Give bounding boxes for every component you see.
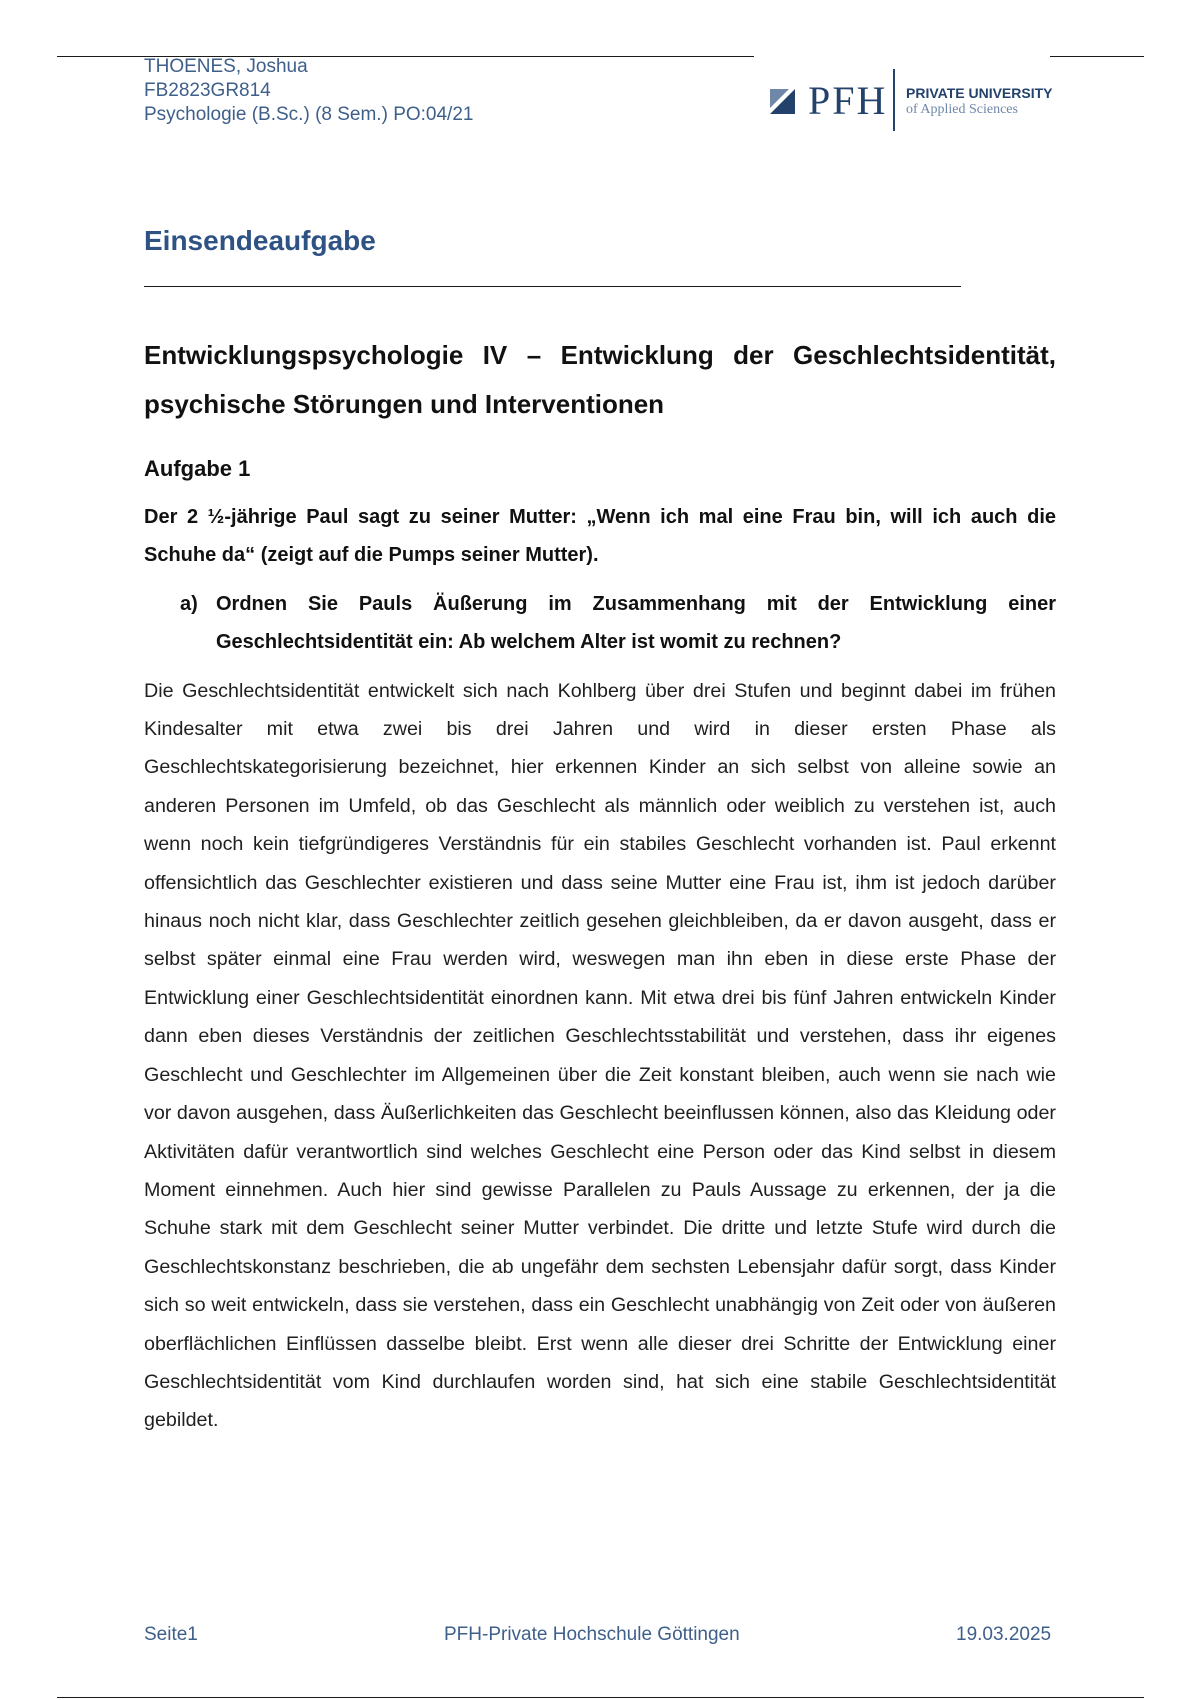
document-title: Entwicklungspsychologie IV – Entwicklung der Geschlechtsidentität, psychische Störungen und Interventionen: [144, 340, 1056, 419]
logo-tagline-secondary: of Applied Sciences: [906, 102, 1018, 117]
subtask-marker: a): [180, 592, 198, 615]
footer-institution: PFH-Private Hochschule Göttingen: [444, 1624, 740, 1645]
logo-wordmark: PFH: [808, 78, 888, 123]
student-id: FB2823GR814: [144, 80, 271, 101]
university-logo: [770, 67, 1053, 133]
subtask-question-text: Ordnen Sie Pauls Äußerung im Zusammenhang mit der Entwicklung einer Geschlechtsidentität ein: Ab welchem Alter ist womit zu rechnen?: [216, 592, 1056, 654]
student-name: THOENES, Joshua: [144, 56, 308, 77]
header-rule-right: [1050, 56, 1144, 57]
logo-tagline-primary: PRIVATE UNIVERSITY: [906, 85, 1053, 101]
task-heading: Aufgabe 1: [144, 456, 251, 481]
logo-mark-icon: [770, 89, 795, 114]
document-type-rule: [144, 286, 961, 287]
study-program: Psychologie (B.Sc.) (8 Sem.) PO:04/21: [144, 104, 474, 125]
subtask-question: [180, 585, 1056, 662]
footer-rule: [57, 1697, 1144, 1698]
footer-date: 19.03.2025: [956, 1624, 1052, 1645]
page-content: [144, 331, 1056, 1440]
footer-page-number: Seite1: [144, 1624, 198, 1645]
answer-paragraph: Die Geschlechtsidentität entwickelt sich nach Kohlberg über drei Stufen und beginnt dabei im frühen Kindesalter mit etwa zwei bis drei Jahren und wird in dieser ersten Phase als Geschlechtskategorisierung bezeichnet, hier erkennen Kinder an sich selbst von alleine sowie an anderen Personen im Umfeld, ob das Geschlecht als männlich oder weiblich zu verstehen ist, auch wenn noch kein tiefgründigeres Verständnis für ein stabiles Geschlecht vorhanden ist. Paul erkennt offensichtlich das Geschlechter existieren und dass seine Mutter eine Frau ist, ihm ist jedoch darüber hinaus noch nicht klar, dass Geschlechter zeitlich gesehen gleichbleiben, da er davon ausgeht, dass er selbst später einmal eine Frau werden wird, weswegen man ihn eben in diese erste Phase der Entwicklung einer Geschlechtsidentität einordnen kann. Mit etwa drei bis fünf Jahren entwickeln Kinder dann eben dieses Verständnis der zeitlichen Geschlechtsstabilität und verstehen, dass ihr eigenes Geschlecht und Geschlechter im Allgemeinen über die Zeit konstant bleiben, auch wenn sie nach wie vor davon ausgehen, dass Äußerlichkeiten das Geschlecht beeinflussen können, also das Kleidung oder Aktivitäten dafür verantwortlich sind welches Geschlecht eine Person oder das Kind selbst in diesem Moment einnehmen. Auch hier sind gewisse Parallelen zu Pauls Aussage zu erkennen, der ja die Schuhe stark mit dem Geschlecht seiner Mutter verbindet. Die dritte und letzte Stufe wird durch die Geschlechtskonstanz beschrieben, die ab ungefähr dem sechsten Lebensjahr dafür sorgt, dass Kinder sich so weit entwickeln, dass sie verstehen, dass ein Geschlecht unabhängig von Zeit oder von äußeren oberflächlichen Einflüssen dasselbe bleibt. Erst wenn alle dieser drei Schritte der Entwicklung einer Geschlechtsidentität vom Kind durchlaufen worden sind, hat sich eine stabile Geschlechtsidentität gebildet.: [144, 679, 1056, 1432]
logo-divider: [893, 69, 895, 131]
task-scenario: Der 2 ½-jährige Paul sagt zu seiner Mutter: „Wenn ich mal eine Frau bin, will ich auch die Schuhe da“ (zeigt auf die Pumps seiner Mutter).: [144, 506, 1056, 567]
student-info: [144, 55, 473, 127]
document-type: Einsendeaufgabe: [144, 225, 376, 256]
